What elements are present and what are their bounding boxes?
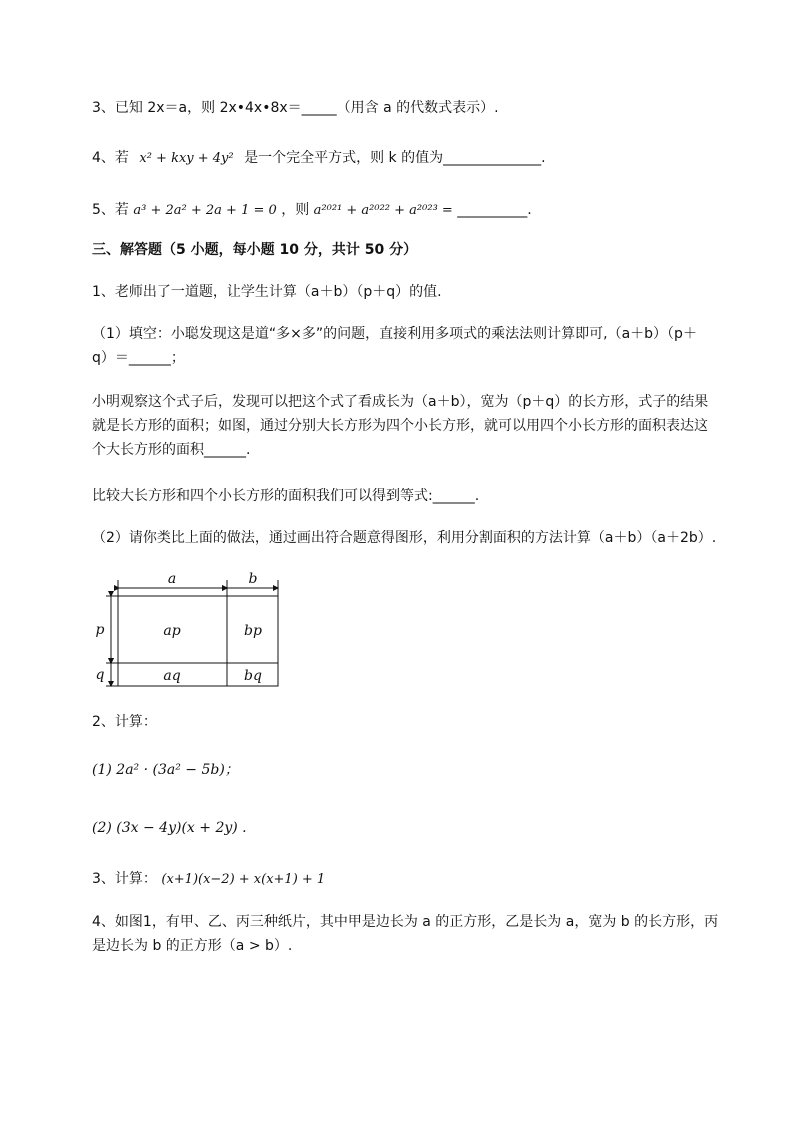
- q3-expression: (x+1)(x−2) + x(x+1) + 1: [161, 872, 326, 887]
- solve-question-2-stem: 2、计算：: [92, 714, 157, 730]
- solve-question-1-part-1: [92, 322, 772, 370]
- q3-label: 3、计算：: [92, 871, 157, 887]
- solve-question-4: [92, 910, 772, 958]
- label-b: b: [248, 571, 258, 587]
- q5-suffix: __________.: [457, 202, 532, 218]
- cell-aq: aq: [163, 668, 181, 684]
- q5-prefix: 5、若: [92, 202, 129, 218]
- solve-question-1-stem: 1、老师出了一道题，让学生计算（a＋b）（p＋q）的值.: [92, 284, 442, 300]
- q5-mid: ，则: [281, 202, 310, 218]
- part-1-line-1: （1）填空：小聪发现这是道“多×多”的问题，直接利用多项式的乘法法则计算即可,（a＋b）（p＋: [92, 326, 697, 342]
- section-3-heading: 三、解答题（5 小题，每小题 10 分，共计 50 分）: [92, 242, 418, 258]
- solve-question-2-item-2: (2) (3x − 4y)(x + 2y) .: [92, 820, 247, 836]
- cell-bq: bq: [244, 668, 262, 684]
- solve-question-1-paragraph-3: 比较大长方形和四个小长方形的面积我们可以得到等式:______.: [92, 488, 480, 504]
- paragraph-2-line-3: 个大长方形的面积______.: [92, 442, 251, 458]
- fill-question-4: [92, 148, 546, 169]
- rectangle-area-figure: [90, 566, 290, 690]
- q4-prefix: 4、若: [92, 150, 129, 166]
- paragraph-2-line-2: 就是长方形的面积；如图，通过分别大长方形为四个小长方形，就可以用四个小长方形的面积表达这: [92, 418, 708, 434]
- solve-question-3: [92, 869, 325, 890]
- cell-bp: bp: [244, 623, 262, 639]
- fill-question-5: [92, 200, 532, 221]
- part-1-line-2: q）＝______；: [92, 350, 185, 366]
- solve-question-1-paragraph-2: [92, 390, 772, 462]
- label-a: a: [167, 571, 177, 587]
- label-q: q: [95, 667, 105, 683]
- paragraph-2-line-1: 小明观察这个式子后，发现可以把这个式了看成长为（a＋b），宽为（p＋q）的长方形，式子的结果: [92, 394, 709, 410]
- solve-question-1-part-2: （2）请你类比上面的做法，通过画出符合题意得图形，利用分割面积的方法计算（a＋b）（a＋2b）.: [92, 530, 717, 546]
- fill-question-3: 3、已知 2x＝a，则 2x•4x•8x＝_____（用含 a 的代数式表示）.: [92, 100, 499, 116]
- q5-expression-2: a²⁰²¹ + a²⁰²² + a²⁰²³ =: [313, 203, 453, 218]
- question-4-line-1: 4、如图1，有甲、乙、丙三种纸片，其中甲是边长为 a 的正方形，乙是长为 a，宽为 b 的长方形，丙: [92, 914, 719, 930]
- q4-suffix: 是一个完全平方式，则 k 的值为______________.: [244, 150, 546, 166]
- q4-expression: x² + kxy + 4y²: [139, 151, 234, 166]
- q5-expression: a³ + 2a² + 2a + 1 = 0: [133, 203, 277, 218]
- solve-question-2-item-1: (1) 2a² · (3a² − 5b)；: [92, 762, 239, 778]
- question-4-line-2: 是边长为 b 的正方形（a > b）.: [92, 938, 293, 954]
- cell-ap: ap: [163, 623, 181, 639]
- label-p: p: [95, 622, 105, 638]
